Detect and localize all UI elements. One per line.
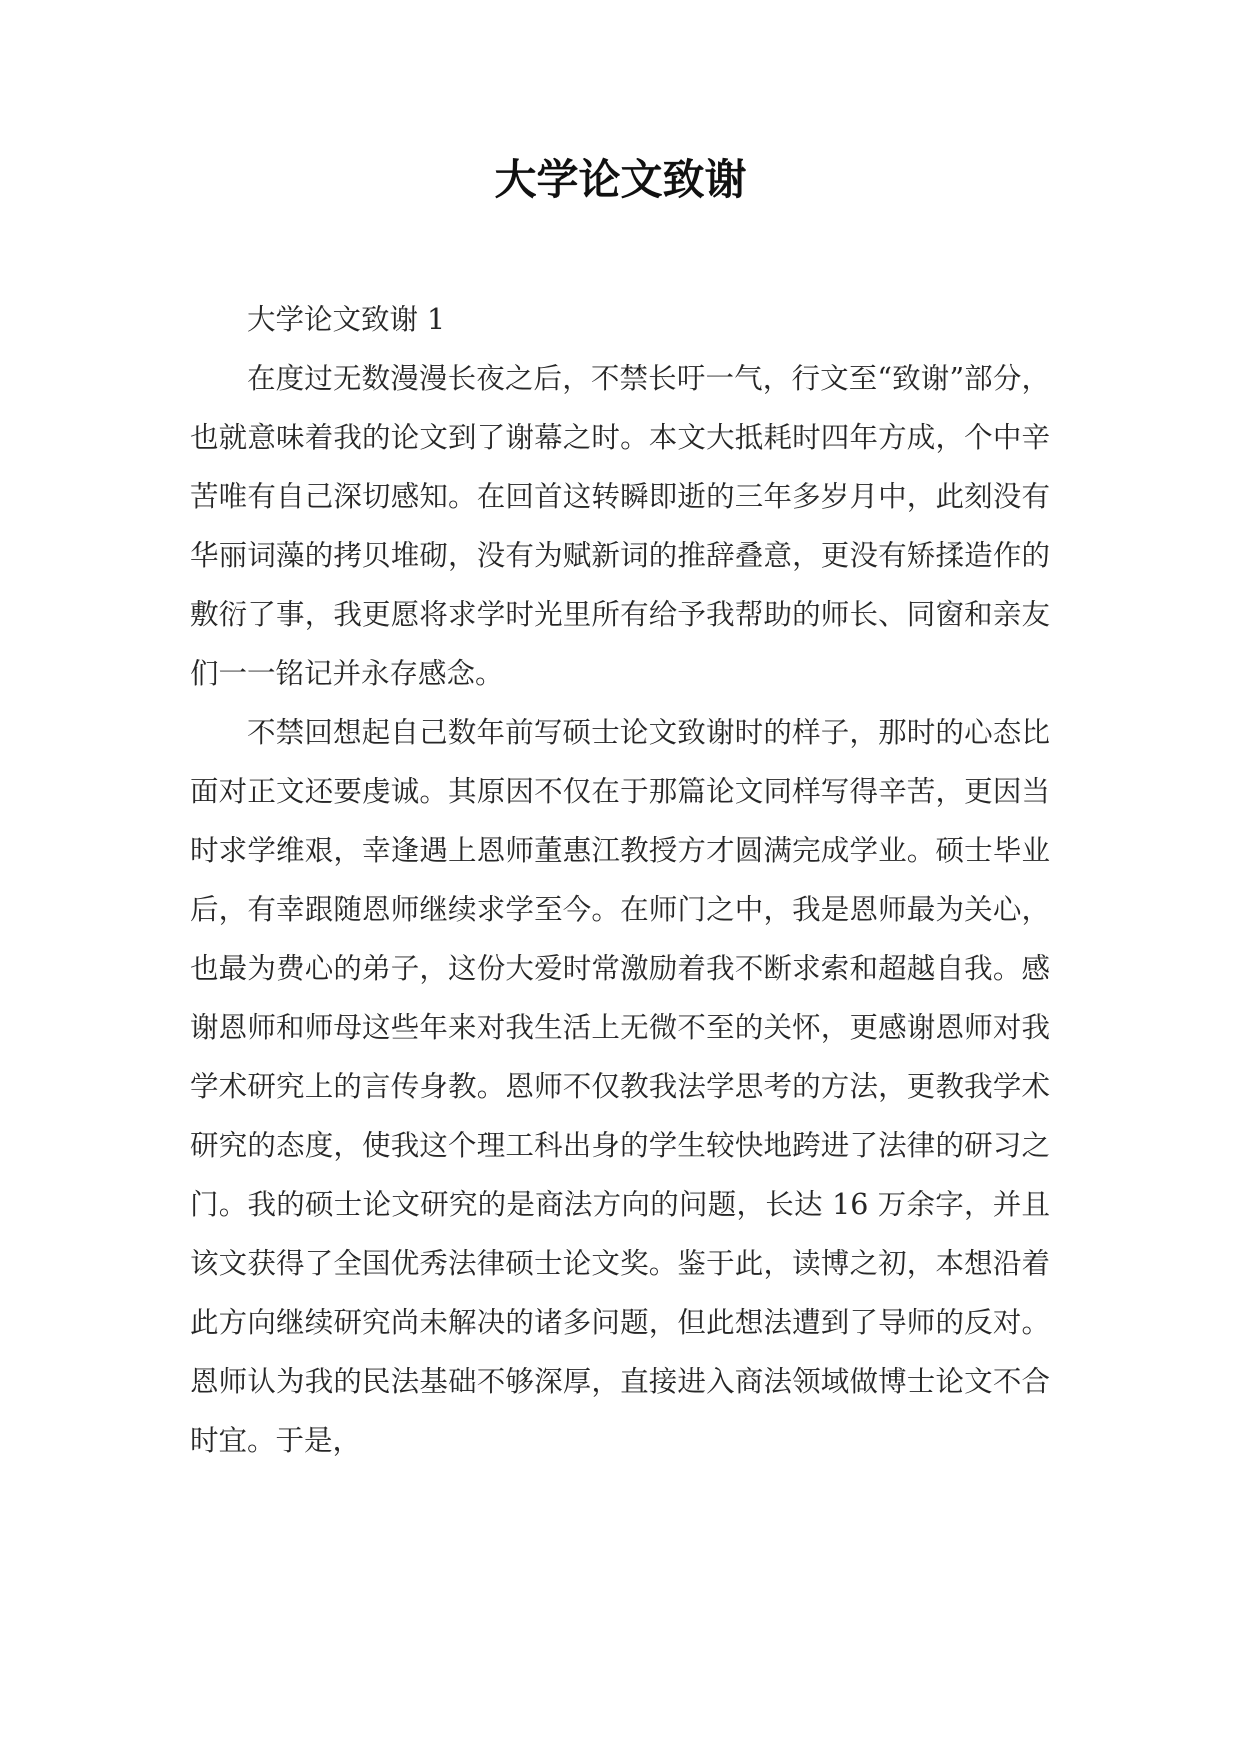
paragraph: 不禁回想起自己数年前写硕士论文致谢时的样子，那时的心态比面对正文还要虔诚。其原因不仅在于那篇论文同样写得辛苦，更因当时求学维艰，幸逢遇上恩师董惠江教授方才圆满完成学业。硕士毕业后，有幸跟随恩师继续求学至今。在师门之中，我是恩师最为关心，也最为费心的弟子，这份大爱时常激励着我不断求索和超越自我。感谢恩师和师母这些年来对我生活上无微不至的关怀，更感谢恩师对我学术研究上的言传身教。恩师不仅教我法学思考的方法，更教我学术研究的态度，使我这个理工科出身的学生较快地跨进了法律的研习之门。我的硕士论文研究的是商法方向的问题，长达 16 万余字，并且该文获得了全国优秀法律硕士论文奖。鉴于此，读博之初，本想沿着此方向继续研究尚未解决的诸多问题，但此想法遭到了导师的反对。恩师认为我的民法基础不够深厚，直接进入商法领域做博士论文不合时宜。于是， — [190, 716, 1050, 1457]
document-body — [190, 290, 1050, 1470]
document-title: 大学论文致谢 — [494, 155, 747, 204]
section-heading: 大学论文致谢 1 — [247, 303, 446, 336]
paragraph: 在度过无数漫漫长夜之后，不禁长吁一气，行文至“致谢”部分，也就意味着我的论文到了谢幕之时。本文大抵耗时四年方成，个中辛苦唯有自己深切感知。在回首这转瞬即逝的三年多岁月中，此刻没有华丽词藻的拷贝堆砌，没有为赋新词的推辞叠意，更没有矫揉造作的敷衍了事，我更愿将求学时光里所有给予我帮助的师长、同窗和亲友们一一铭记并永存感念。 — [190, 362, 1050, 690]
